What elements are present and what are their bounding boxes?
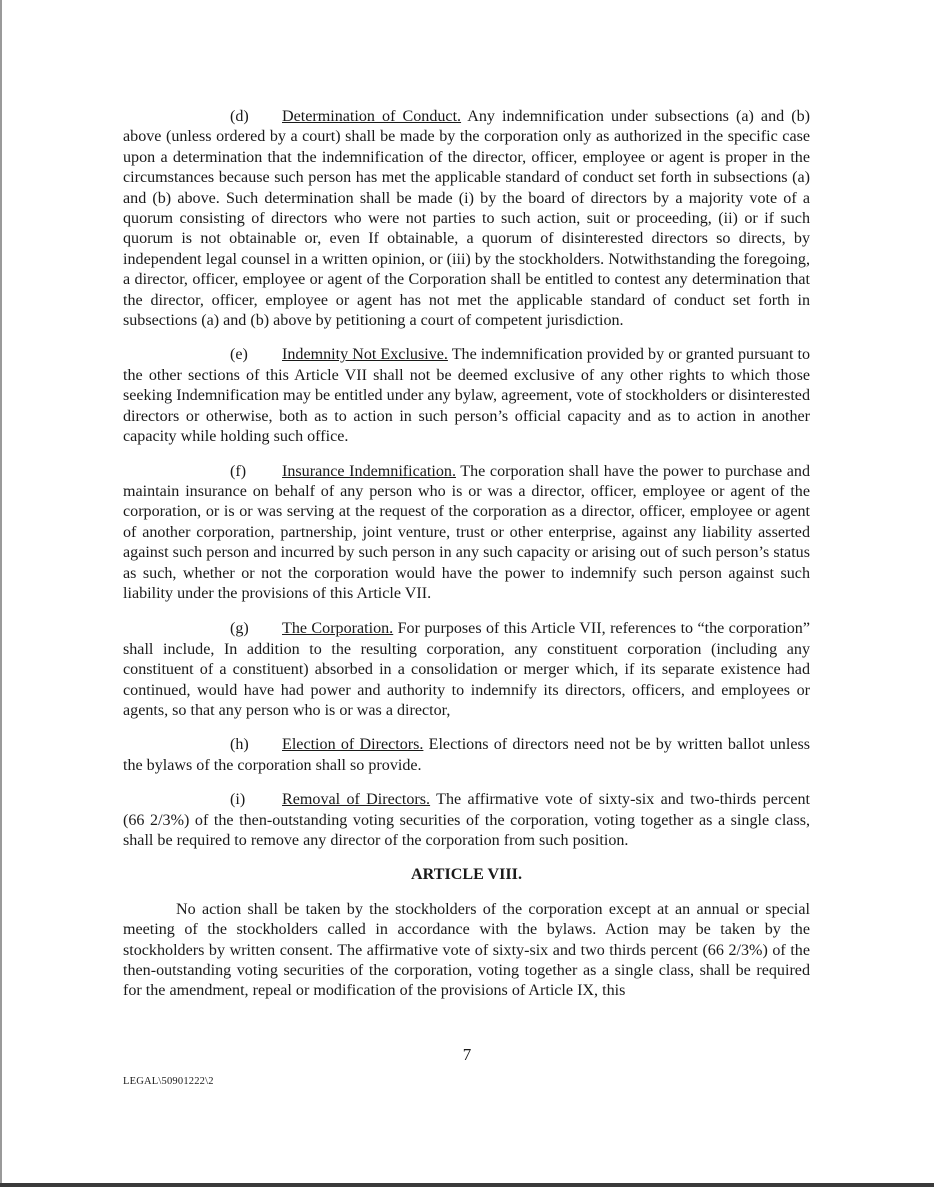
section-f-text: The corporation shall have the power to purchase and maintain insurance on behalf of any person who is or was a director, officer, employee or agent of the corporation, or is or was serving at the request of the corporation as a director, officer, employee or agent of another corporation, partnership, joint venture, trust or other enterprise, against any liability asserted against such person and incurred by such person in any such capacity or arising out of such person’s status as such, whether or not the corporation would have the power to indemnify such person against such liability under the provisions of this Article VII. xyxy=(123,462,810,602)
section-e-marker: (e) xyxy=(230,346,248,364)
scan-bottom-edge xyxy=(0,1183,934,1187)
page-number: 7 xyxy=(462,1045,472,1064)
scan-left-edge xyxy=(0,0,2,1187)
section-d-marker: (d) xyxy=(230,108,249,125)
section-d xyxy=(123,107,810,331)
article-viii-text: No action shall be taken by the stockholders of the corporation except at an annual or special meeting of the stockholders called in accordance with the bylaws. Action may be taken by the stockholders by written consent. The affirmative vote of sixty-six and two thirds percent (66 2/3%) of the then-outstanding voting securities of the corporation, voting together as a single class, shall be required for the amendment, repeal or modification of the provisions of Article IX, this xyxy=(123,900,810,1000)
section-f-heading: Insurance Indemnification. xyxy=(282,462,456,480)
document-id: LEGAL\50901222\2 xyxy=(123,1076,214,1087)
section-f-marker: (f) xyxy=(230,462,247,480)
section-g-text: For purposes of this Article VII, references to “the corporation” shall include, In addition to the resulting corporation, any constituent corporation (including any constituent of a constituent) absorbed in a consolidation or merger which, if its separate existence had continued, would have had power and authority to indemnify its directors, officers, and employees or agents, so that any person who is or was a director, xyxy=(123,620,810,719)
section-d-text: Any indemnification under subsections (a) and (b) above (unless ordered by a court) shall be made by the corporation only as authorized in the specific case upon a determination that the indemnification of the director, officer, employee or agent is proper in the circumstances because such person has met the applicable standard of conduct set forth in subsections (a) and (b) above. Such determination shall be made (i) by the board of directors by a majority vote of a quorum consisting of directors who were not parties to such action, suit or proceeding, (ii) or if such quorum is not obtainable or, even If obtainable, a quorum of disinterested directors so directs, by independent legal counsel in a written opinion, or (iii) by the stockholders. Notwithstanding the foregoing, a director, officer, employee or agent of the Corporation shall be entitled to contest any determination that the director, officer, employee or agent has not met the applicable standard of conduct set forth in subsections (a) and (b) above by petitioning a court of competent jurisdiction. xyxy=(123,108,810,330)
section-h-text: Elections of directors need not be by written ballot unless the bylaws of the corporation shall so provide. xyxy=(123,736,810,774)
section-i-text: The affirmative vote of sixty-six and two-thirds percent (66 2/3%) of the then-outstanding voting securities of the corporation, voting together as a single class, shall be required to remove any director of the corporation from such position. xyxy=(123,791,810,849)
section-h xyxy=(123,735,810,776)
article-viii-heading: ARTICLE VIII. xyxy=(411,866,522,884)
section-h-heading: Election of Directors. xyxy=(282,736,424,754)
section-g-marker: (g) xyxy=(230,620,249,638)
section-f xyxy=(123,462,810,605)
section-d-heading: Determination of Conduct. xyxy=(282,108,462,125)
section-h-marker: (h) xyxy=(230,736,249,754)
section-i-marker: (i) xyxy=(230,791,246,809)
section-g-heading: The Corporation. xyxy=(282,620,394,638)
page-body xyxy=(123,107,810,1002)
section-i-heading: Removal of Directors. xyxy=(282,791,431,809)
section-e xyxy=(123,345,810,447)
section-e-text: The indemnification provided by or granted pursuant to the other sections of this Article VII shall not be deemed exclusive of any other rights to which those seeking Indemnification may be entitled under any bylaw, agreement, vote of stockholders or disinterested directors or otherwise, both as to action in such person’s official capacity and as to action in another capacity while holding such office. xyxy=(123,346,810,446)
section-e-heading: Indemnity Not Exclusive. xyxy=(282,346,448,364)
section-g xyxy=(123,619,810,721)
section-i xyxy=(123,790,810,851)
